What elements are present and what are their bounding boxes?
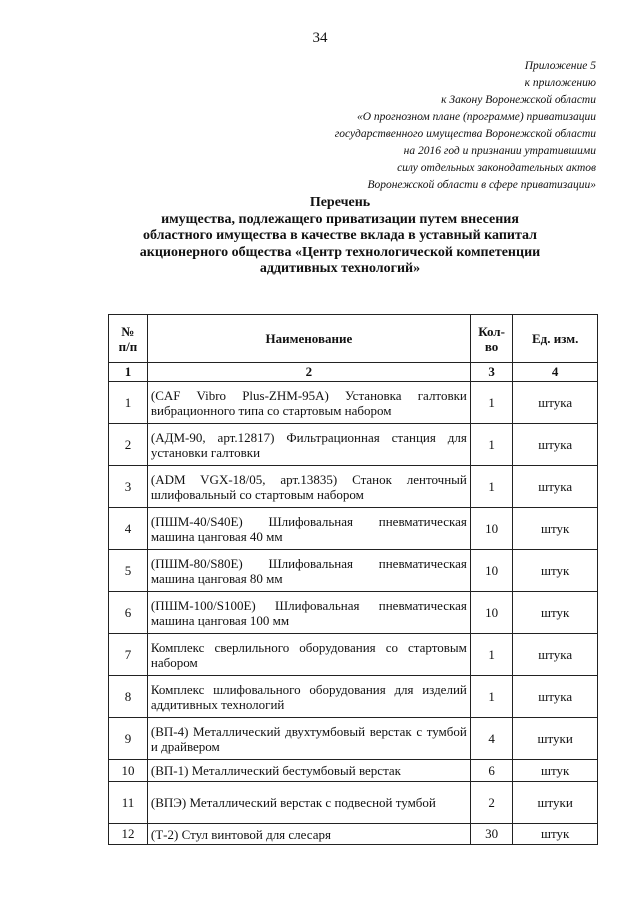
row-unit: штука <box>513 466 598 508</box>
row-number: 12 <box>109 824 148 845</box>
index-cell: 2 <box>147 363 470 382</box>
row-name: (ВПЭ) Металлический верстак с подвесной тумбой <box>147 782 470 824</box>
row-number: 2 <box>109 424 148 466</box>
row-number: 1 <box>109 382 148 424</box>
appendix-line: на 2016 год и признании утратившими <box>403 145 596 157</box>
document-title <box>100 195 580 278</box>
table-header-row <box>109 315 598 363</box>
row-number: 10 <box>109 760 148 782</box>
table-row <box>109 760 598 782</box>
appendix-line: «О прогнозном плане (программе) приватизации <box>356 111 596 123</box>
row-name: (ПШМ-100/S100E) Шлифовальная пневматическая машина цанговая 100 мм <box>147 592 470 634</box>
appendix-line: силу отдельных законодательных актов <box>397 162 596 174</box>
row-unit: штук <box>513 592 598 634</box>
header-unit: Ед. изм. <box>513 315 598 363</box>
index-cell: 1 <box>109 363 148 382</box>
property-table <box>108 314 598 845</box>
title-line: Перечень <box>309 195 371 210</box>
appendix-block <box>236 58 596 194</box>
column-index-row <box>109 363 598 382</box>
row-name: (ВП-1) Металлический бестумбовый верстак <box>147 760 470 782</box>
table-row <box>109 382 598 424</box>
row-number: 5 <box>109 550 148 592</box>
index-cell: 3 <box>470 363 512 382</box>
appendix-line: к Закону Воронежской области <box>441 94 596 106</box>
row-unit: штука <box>513 676 598 718</box>
table-row <box>109 424 598 466</box>
row-name: (Т-2) Стул винтовой для слесаря <box>147 824 470 845</box>
row-qty: 2 <box>470 782 512 824</box>
table-row <box>109 718 598 760</box>
row-unit: штук <box>513 824 598 845</box>
table-row <box>109 592 598 634</box>
row-name: (ADM VGX-18/05, арт.13835) Станок ленточный шлифовальный со стартовым набором <box>147 466 470 508</box>
row-number: 7 <box>109 634 148 676</box>
appendix-line: государственного имущества Воронежской области <box>334 128 596 140</box>
table-row <box>109 824 598 845</box>
title-line: акционерного общества «Центр технологической компетенции <box>139 244 541 260</box>
row-qty: 1 <box>470 676 512 718</box>
row-name: (CAF Vibro Plus-ZHM-95A) Установка галтовки вибрационного типа со стартовым набором <box>147 382 470 424</box>
index-cell: 4 <box>513 363 598 382</box>
table-row <box>109 508 598 550</box>
row-number: 11 <box>109 782 148 824</box>
row-name: (АДМ-90, арт.12817) Фильтрационная станция для установки галтовки <box>147 424 470 466</box>
row-number: 8 <box>109 676 148 718</box>
row-name: (ПШМ-40/S40E) Шлифовальная пневматическая машина цанговая 40 мм <box>147 508 470 550</box>
row-qty: 1 <box>470 382 512 424</box>
row-unit: штуки <box>513 782 598 824</box>
row-qty: 10 <box>470 508 512 550</box>
row-qty: 1 <box>470 466 512 508</box>
title-line: имущества, подлежащего приватизации путем внесения <box>161 211 519 227</box>
row-qty: 10 <box>470 592 512 634</box>
header-name: Наименование <box>147 315 470 363</box>
header-qty: Кол- во <box>470 315 512 363</box>
row-name: Комплекс сверлильного оборудования со стартовым набором <box>147 634 470 676</box>
table-row <box>109 550 598 592</box>
row-number: 9 <box>109 718 148 760</box>
row-name: (ПШМ-80/S80E) Шлифовальная пневматическая машина цанговая 80 мм <box>147 550 470 592</box>
row-name: Комплекс шлифовального оборудования для изделий аддитивных технологий <box>147 676 470 718</box>
table-row <box>109 634 598 676</box>
row-unit: штуки <box>513 718 598 760</box>
row-unit: штука <box>513 382 598 424</box>
appendix-line: к приложению <box>524 77 596 89</box>
row-qty: 6 <box>470 760 512 782</box>
header-no: № п/п <box>109 315 148 363</box>
row-number: 6 <box>109 592 148 634</box>
row-qty: 10 <box>470 550 512 592</box>
row-unit: штук <box>513 760 598 782</box>
row-unit: штука <box>513 424 598 466</box>
table-row <box>109 466 598 508</box>
row-qty: 1 <box>470 634 512 676</box>
table-row <box>109 782 598 824</box>
row-number: 4 <box>109 508 148 550</box>
title-line: областного имущества в качестве вклада в уставный капитал <box>142 228 538 244</box>
row-qty: 1 <box>470 424 512 466</box>
page-number: 34 <box>312 30 328 46</box>
row-unit: штук <box>513 550 598 592</box>
appendix-line: Приложение 5 <box>524 60 596 72</box>
table-row <box>109 676 598 718</box>
row-unit: штук <box>513 508 598 550</box>
row-qty: 30 <box>470 824 512 845</box>
row-unit: штука <box>513 634 598 676</box>
title-line: аддитивных технологий» <box>259 261 421 277</box>
row-name: (ВП-4) Металлический двухтумбовый верстак с тумбой и драйвером <box>147 718 470 760</box>
appendix-line: Воронежской области в сфере приватизации» <box>367 179 596 191</box>
row-qty: 4 <box>470 718 512 760</box>
row-number: 3 <box>109 466 148 508</box>
